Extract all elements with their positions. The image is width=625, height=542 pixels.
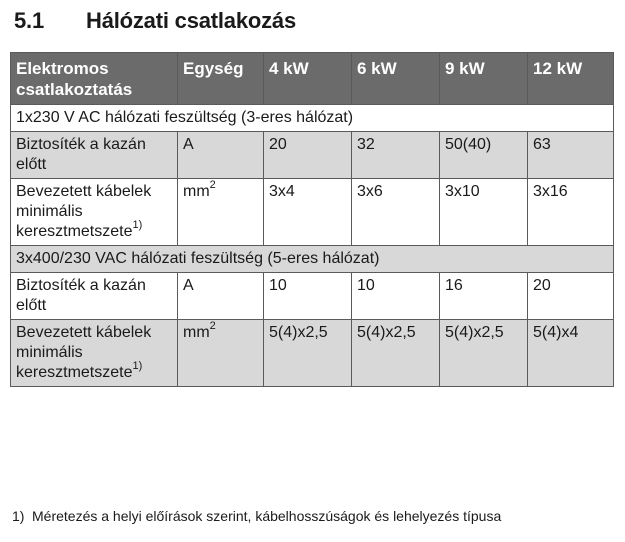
footnote [12,508,501,524]
section-heading [14,8,296,34]
value-cell: 10 [264,273,352,320]
value-cell: 5(4)x2,5 [440,320,528,387]
value-cell: 63 [528,132,614,179]
unit-exponent: 2 [209,178,216,191]
section-number: 5.1 [14,8,44,33]
header-cell: 6 kW [352,53,440,105]
row-label: Biztosíték a kazán előtt [11,273,178,320]
table-row [11,132,614,179]
section-title-cell: 3x400/230 VAC hálózati feszültség (5-eres hálózat) [11,246,614,273]
header-cell: 4 kW [264,53,352,105]
value-cell: 32 [352,132,440,179]
footnote-ref: 1) [132,218,143,231]
footnote-ref: 1) [132,359,143,372]
row-label: Bevezetett kábelek minimális keresztmetszete$^{1)}$ [11,179,178,246]
value-cell: 3x6 [352,179,440,246]
value-cell: 20 [264,132,352,179]
value-cell: 5(4)x4 [528,320,614,387]
section-row [11,105,614,132]
value-cell: 20 [528,273,614,320]
row-unit: A [178,132,264,179]
section-title-cell: 1x230 V AC hálózati feszültség (3-eres hálózat) [11,105,614,132]
row-unit: $mm^2$ [178,179,264,246]
row-label: Bevezetett kábelek minimális keresztmetszete$^{1)}$ [11,320,178,387]
header-cell: 12 kW [528,53,614,105]
header-cell: 9 kW [440,53,528,105]
value-cell: 3x10 [440,179,528,246]
value-cell: 10 [352,273,440,320]
header-cell: Egység [178,53,264,105]
value-cell: 3x16 [528,179,614,246]
footnote-mark: 1) [12,508,25,524]
table-row [11,179,614,246]
value-cell: 5(4)x2,5 [352,320,440,387]
table-row [11,273,614,320]
row-label: Biztosíték a kazán előtt [11,132,178,179]
connection-spec-table [10,52,614,387]
table-header-row [11,53,614,105]
section-title: Hálózati csatlakozás [86,8,296,33]
unit-exponent: 2 [209,319,216,332]
row-unit: $mm^2$ [178,320,264,387]
header-cell: Elektromos csatlakoztatás [11,53,178,105]
footnote-text: Méretezés a helyi előírások szerint, kábelhosszúságok és lehelyezés típusa [32,508,502,524]
value-cell: 5(4)x2,5 [264,320,352,387]
section-row [11,246,614,273]
table-row [11,320,614,387]
value-cell: 3x4 [264,179,352,246]
value-cell: 16 [440,273,528,320]
value-cell: 50(40) [440,132,528,179]
row-unit: A [178,273,264,320]
